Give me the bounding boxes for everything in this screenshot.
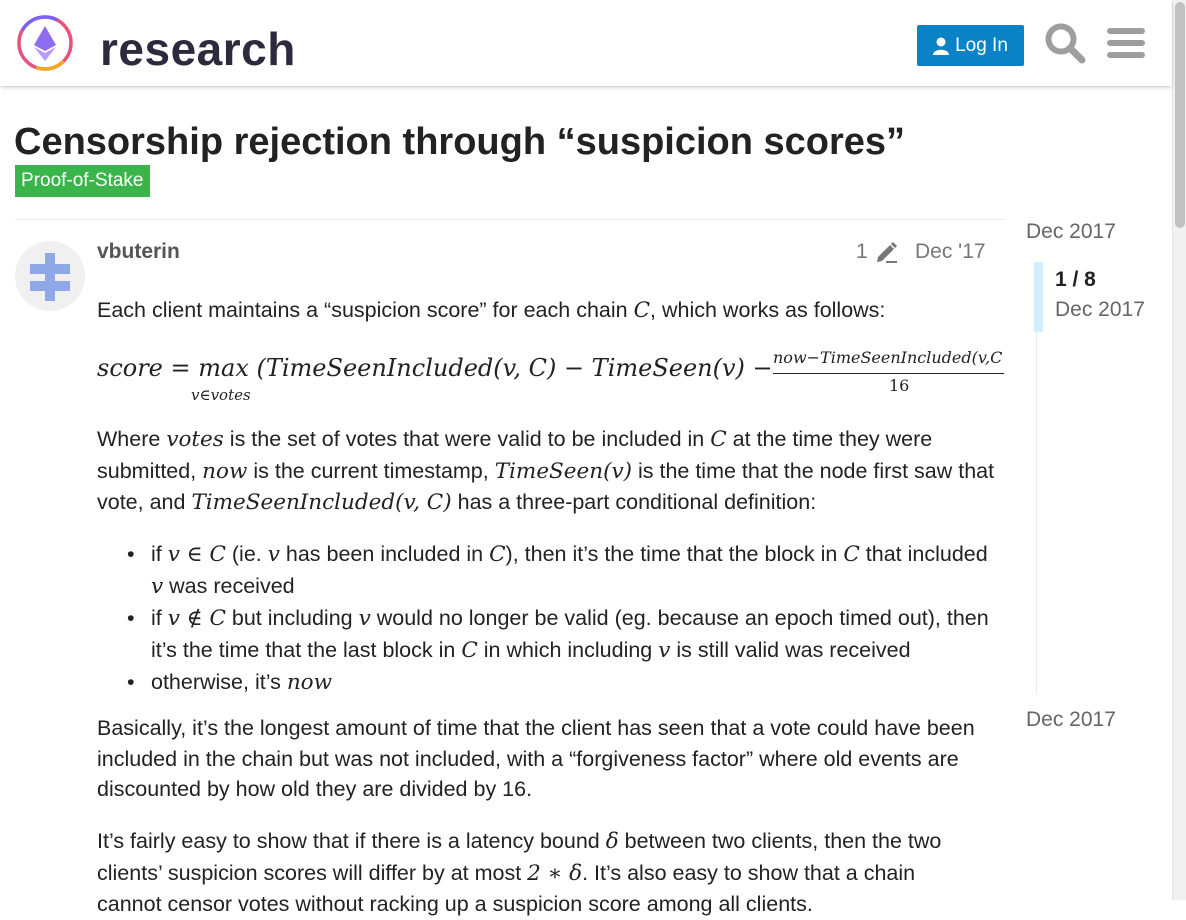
site-header	[0, 0, 1172, 86]
timeline-progress: 1 / 8	[1055, 268, 1096, 291]
timeline-handle[interactable]	[1034, 262, 1043, 332]
timeline-end-date[interactable]: Dec 2017	[1026, 708, 1116, 731]
latency-paragraph: It’s fairly easy to show that if there is a latency bound δ between two clients, then the two clients’ suspicion scores will differ by at most 2 ∗ δ. It’s also easy to show that a chain cannot censor votes without racking up a suspicion score among all clients.	[97, 829, 942, 916]
post-date[interactable]: Dec '17	[915, 240, 986, 263]
login-label: Log In	[955, 34, 1008, 56]
scrollbar-thumb[interactable]	[1175, 2, 1185, 228]
list-item: • if v ∉ C but including v would no longer be valid (eg. because an epoch timed out), then it’s the time that the last block in C in which including v is still valid was received	[151, 603, 1001, 666]
ethereum-logo-icon	[16, 14, 74, 72]
page-scrollbar[interactable]	[1172, 0, 1186, 900]
suspicion-score-formula	[97, 340, 1004, 410]
formula-numerator: now−TimeSeenIncluded(v,C	[773, 348, 1003, 367]
intro-paragraph: Each client maintains a “suspicion score” for each chain C, which works as follows:	[97, 298, 886, 323]
formula-denominator: 16	[889, 376, 910, 395]
basically-paragraph: Basically, it’s the longest amount of time that the client has seen that a vote could have been included in the chain but was not included, with a “forgiveness factor” where old events are discounted by how old they are divided by 16.	[97, 716, 975, 801]
topic-title[interactable]: Censorship rejection through “suspicion scores”	[14, 121, 906, 163]
edit-count: 1	[856, 240, 868, 263]
site-logo[interactable]	[16, 14, 306, 74]
formula-body: (TimeSeenIncluded(v, C) − TimeSeen(v) −	[256, 354, 773, 382]
formula-main: score = max (TimeSeenIncluded(v, C) − TimeSeen(v) −	[97, 354, 773, 382]
edit-history-indicator[interactable]	[856, 240, 898, 264]
hamburger-menu-icon[interactable]	[1107, 26, 1145, 60]
logo-text: research	[100, 23, 296, 75]
timeline-current-date: Dec 2017	[1055, 298, 1145, 321]
category-badge[interactable]: Proof-of-Stake	[15, 165, 150, 197]
title-divider	[15, 219, 1004, 220]
user-avatar[interactable]	[15, 241, 85, 311]
login-button[interactable]	[917, 25, 1024, 66]
user-icon	[933, 37, 949, 55]
list-item: • otherwise, it’s now	[151, 667, 1001, 699]
timeline-start-date[interactable]: Dec 2017	[1026, 220, 1116, 243]
list-item: • if v ∈ C (ie. v has been included in C), then it’s the time that the block in C that included v was received	[151, 539, 1001, 602]
post-intro	[97, 295, 997, 327]
pencil-icon	[874, 241, 898, 263]
formula-subscript: v∈votes	[191, 386, 251, 404]
search-icon[interactable]	[1044, 22, 1086, 64]
where-paragraph: Where votes is the set of votes that were valid to be included in C at the time they were submitted, now is the current timestamp, TimeSeen(v) is the time that the node first saw that vote, and TimeSeenIncluded(v, C) has a three-part conditional definition:	[97, 427, 995, 515]
fraction-bar	[773, 373, 1004, 374]
condition-list	[151, 539, 1001, 699]
post-username[interactable]: vbuterin	[97, 240, 180, 263]
